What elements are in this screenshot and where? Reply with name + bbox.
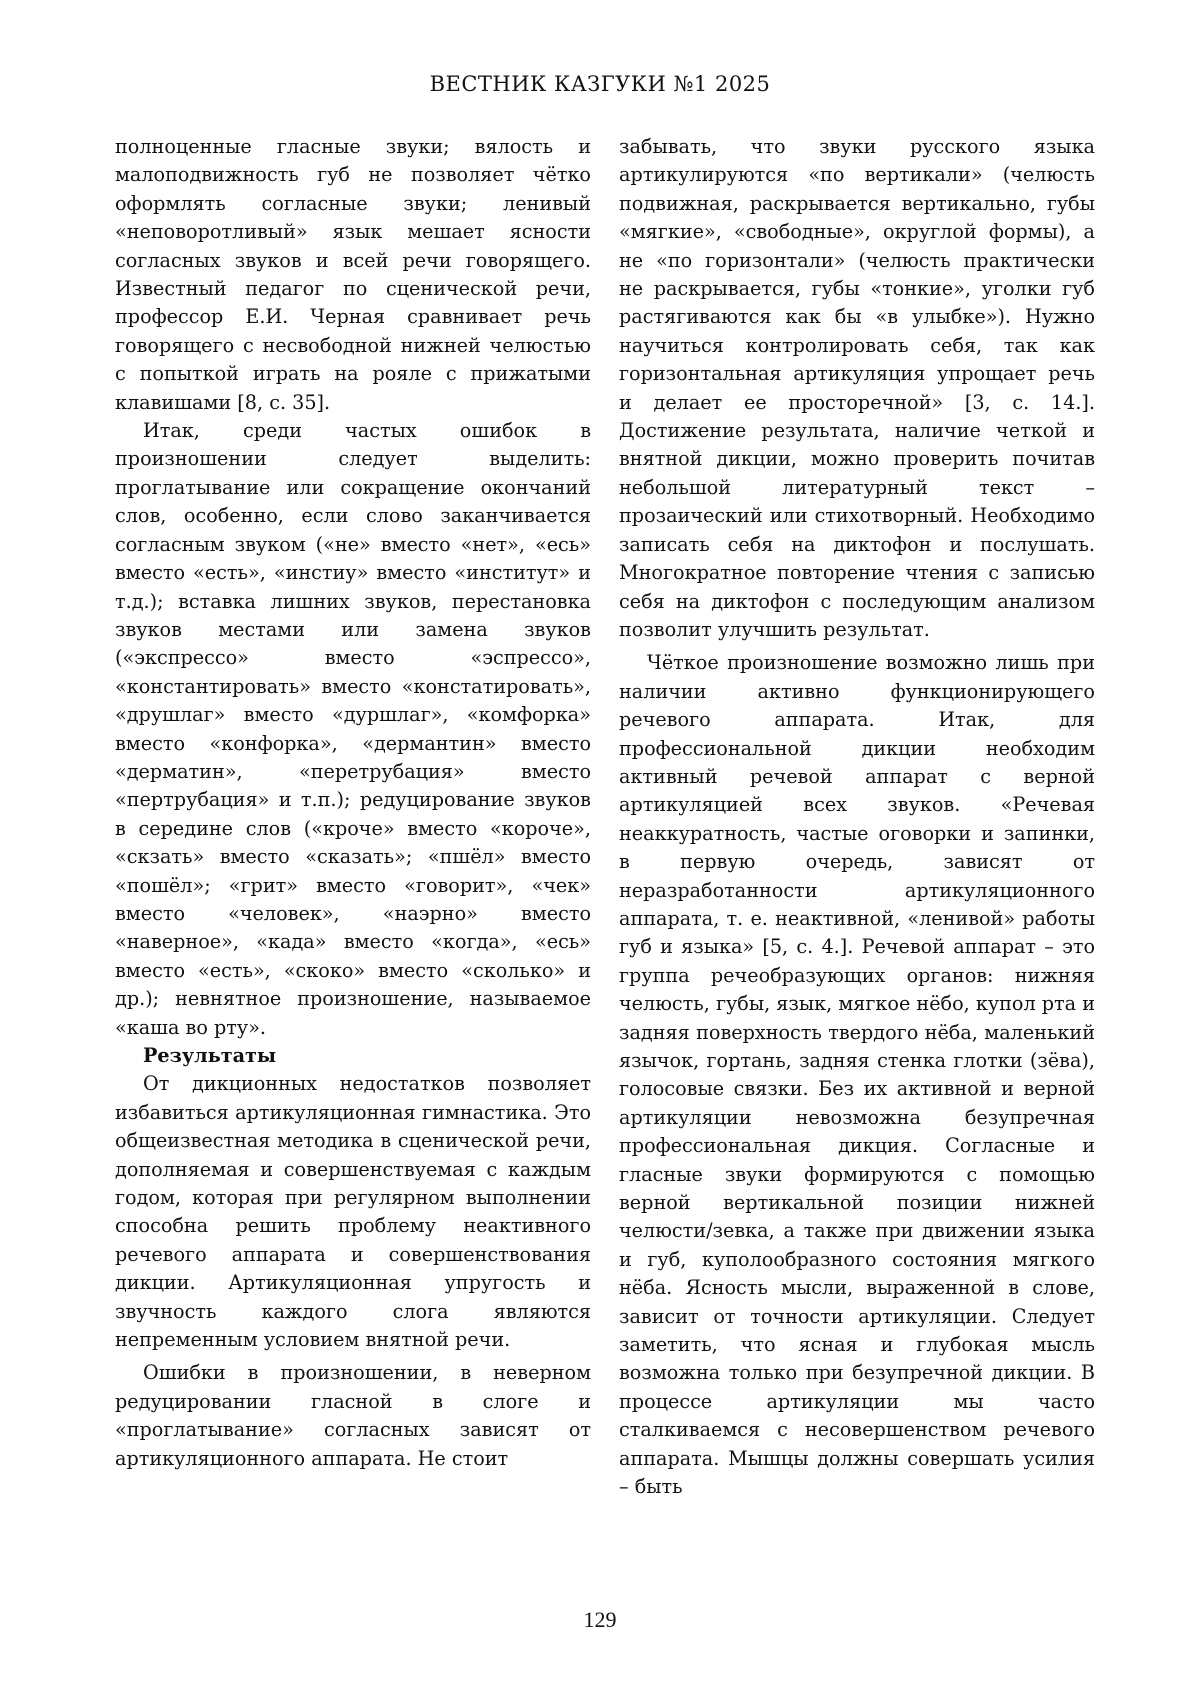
running-header: ВЕСТНИК КАЗГУКИ №1 2025 [429, 72, 771, 96]
paragraph-speech-apparatus: Чёткое произношение возможно лишь при наличии активно функционирующего речевого аппарата. Итак, для профессиональной дикции необходим активный речевой аппарат с верной артикуляцией всех звуков. «Речевая неаккуратность, частые оговорки и запинки, в первую очередь, зависят от неразработанности артикуляционного аппарата, т. е. неактивной, «ленивой» работы губ и языка» [5, с. 4.]. Речевой аппарат – это группа речеобразующих органов: нижняя челюсть, губы, язык, мягкое нёбо, купол рта и задняя поверхность твердого нёба, маленький язычок, гортань, задняя стенка глотки (зёва), голосовые связки. Без их активной и верной артикуляции невозможна безупречная профессиональная дикция. Согласные и гласные звуки формируются с помощью верной вертикальной позиции нижней челюсти/зевка, а также при движении языка и губ, куполообразного состояния мягкого нёба. Ясность мысли, выраженной в слове, зависит от точности артикуляции. Следует заметить, что ясная и глубокая мысль возможна только при безупречной дикции. В процессе артикуляции мы часто сталкиваемся с несовершенством речевого аппарата. Мышцы должны совершать усилия – быть [619, 651, 1095, 1499]
paragraph-vertical-articulation: забывать, что звуки русского языка артикулируются «по вертикали» (челюсть подвижная, раскрывается вертикально, губы «мягкие», «свободные», округлой формы), а не «по горизонтали» (челюсть практически не раскрывается, губы «тонкие», уголки губ растягиваются как бы «в улыбке»). Нужно научиться контролировать себя, так как горизонтальная артикуляция упрощает речь и делает ее просторечной» [3, с. 14.]. Достижение результата, наличие четкой и внятной дикции, можно проверить почитав небольшой литературный текст – прозаический или стихотворный. Необходимо записать себя на диктофон и послушать. Многократное повторение чтения с записью себя на диктофон с последующим анализом позволит улучшить результат. [619, 135, 1095, 641]
right-column [619, 133, 1095, 1502]
paragraph-errors-list: Итак, среди частых ошибок в произношении следует выделить: проглатывание или сокращение окончаний слов, особенно, если слово заканчивается согласным звуком («не» вместо «нет», «есь» вместо «есть», «инстиу» вместо «институт» и т.д.); вставка лишних звуков, перестановка звуков местами или замена звуков («экспрессо» вместо «эспрессо», «константировать» вместо «констатировать», «друшлаг» вместо «дуршлаг», «комфорка» вместо «конфорка», «дермантин» вместо «дерматин», «перетрубация» вместо «пертрубация» и т.п.); редуцирование звуков в середине слов («кроче» вместо «короче», «скзать» вместо «сказать»; «пшёл» вместо «пошёл»; «грит» вместо «говорит», «чек» вместо «человек», «наэрно» вместо «наверное», «када» вместо «когда», «есь» вместо «есть», «скоко» вместо «сколько» и др.); невнятное произношение, называемое «каша во рту». [115, 419, 591, 1039]
paragraph-continuation: полноценные гласные звуки; вялость и малоподвижность губ не позволяет чётко оформлять согласные звуки; ленивый «неповоротливый» язык мешает ясности согласных звуков и всей речи говорящего. Известный педагог по сценической речи, профессор Е.И. Черная сравнивает речь говорящего с несвободной нижней челюстью с попыткой играть на рояле с прижатыми клавишами [8, с. 35]. [115, 135, 591, 414]
paragraph-pronunciation-errors: Ошибки в произношении, в неверном редуцировании гласной в слоге и «проглатывание» согласных зависят от артикуляционного аппарата. Не стоит [115, 1361, 591, 1470]
section-heading-results: Результаты [143, 1044, 277, 1067]
paragraph-articulation-gymnastics: От дикционных недостатков позволяет избавиться артикуляционная гимнастика. Это общеизвестная методика в сценической речи, дополняемая и совершенствуемая с каждым годом, которая при регулярном выполнении способна решить проблему неактивного речевого аппарата и совершенствования дикции. Артикуляционная упругость и звучность каждого слога являются непременным условием внятной речи. [115, 1072, 591, 1352]
page-number: 129 [583, 1607, 617, 1632]
left-column [115, 133, 591, 1473]
